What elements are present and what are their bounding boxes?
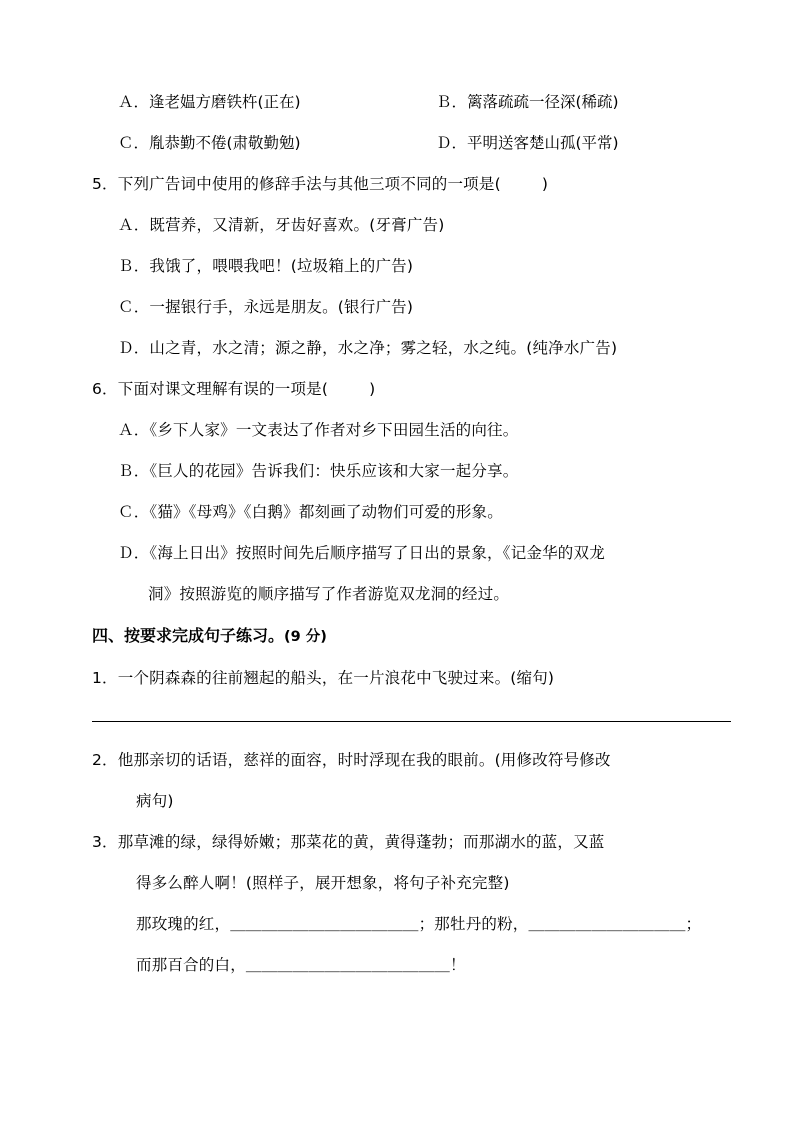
q5-option-b: Ｂ．我饿了，喂喂我吧！(垃圾箱上的广告) (118, 257, 414, 275)
section-item-3-line1: 3．那草滩的绿，绿得娇嫩；那菜花的黄，黄得蓬勃；而那湖水的蓝，又蓝 (92, 833, 605, 851)
q6-option-d-cont: 洞》按照游览的顺序描写了作者游览双龙洞的经过。 (148, 585, 510, 603)
q4-options-row-1 (92, 82, 731, 123)
item3-blank-2[interactable]: ＿＿＿＿＿＿＿＿＿＿ (528, 915, 686, 933)
q6-option-c: Ｃ．《猫》《母鸡》《白鹅》都刻画了动物们可爱的形象。 (118, 503, 503, 521)
q4-option-a: Ａ．逢老媪方磨铁杵(正在) (118, 93, 301, 111)
q4-option-b: Ｂ．篱落疏疏一径深(稀疏) (436, 93, 619, 111)
q5-option-a: Ａ．既营养，又清新，牙齿好喜欢。(牙膏广告) (118, 216, 445, 234)
q4-option-d: Ｄ．平明送客楚山孤(平常) (436, 134, 619, 152)
q5-option-d: Ｄ．山之青，水之清；源之静，水之净；雾之轻，水之纯。(纯净水广告) (118, 339, 618, 357)
section-item-2-line2: 病句) (136, 792, 174, 810)
q4-option-c: Ｃ．胤恭勤不倦(肃敬勤勉) (118, 134, 301, 152)
section-item-3-line3 (136, 904, 731, 945)
section-four-points: (9 分) (284, 629, 327, 645)
q5-stem: 5．下列广告词中使用的修辞手法与其他三项不同的一项是( ) (92, 175, 549, 193)
section-item-2-line1: 2．他那亲切的话语，慈祥的面容，时时浮现在我的眼前。(用修改符号修改 (92, 751, 611, 769)
q4-options-row-2 (92, 123, 731, 164)
item3-text-part2: ；那牡丹的粉， (418, 915, 529, 933)
item3-text-part4: 而那百合的白， (136, 956, 246, 974)
q6-option-b: Ｂ．《巨人的花园》告诉我们：快乐应该和大家一起分享。 (118, 462, 519, 480)
item3-text-part3: ； (685, 915, 702, 933)
section-four-title: 四、按要求完成句子练习。 (92, 626, 285, 645)
item3-text-part1: 那玫瑰的红， (136, 915, 231, 933)
item3-blank-1[interactable]: ＿＿＿＿＿＿＿＿＿＿＿＿ (230, 915, 419, 933)
q6-stem: 6．下面对课文理解有误的一项是( ) (92, 380, 376, 398)
section-item-1: 1．一个阴森森的往前翘起的船头，在一片浪花中飞驶过来。(缩句) (92, 669, 555, 687)
answer-blank-line-1[interactable] (92, 721, 731, 722)
section-item-3-line2: 得多么醉人啊！(照样子，展开想象，将句子补充完整) (136, 874, 510, 892)
item3-text-part5: ！ (450, 956, 466, 974)
section-four-heading (92, 615, 731, 658)
q5-option-c: Ｃ．一握银行手，永远是朋友。(银行广告) (118, 298, 414, 316)
q6-option-a: Ａ．《乡下人家》一文表达了作者对乡下田园生活的向往。 (118, 421, 519, 439)
section-item-3-line4 (136, 945, 731, 986)
item3-blank-3[interactable]: ＿＿＿＿＿＿＿＿＿＿＿＿＿ (245, 956, 451, 974)
q6-option-d: Ｄ．《海上日出》按照时间先后顺序描写了日出的景象，《记金华的双龙 (118, 544, 605, 562)
